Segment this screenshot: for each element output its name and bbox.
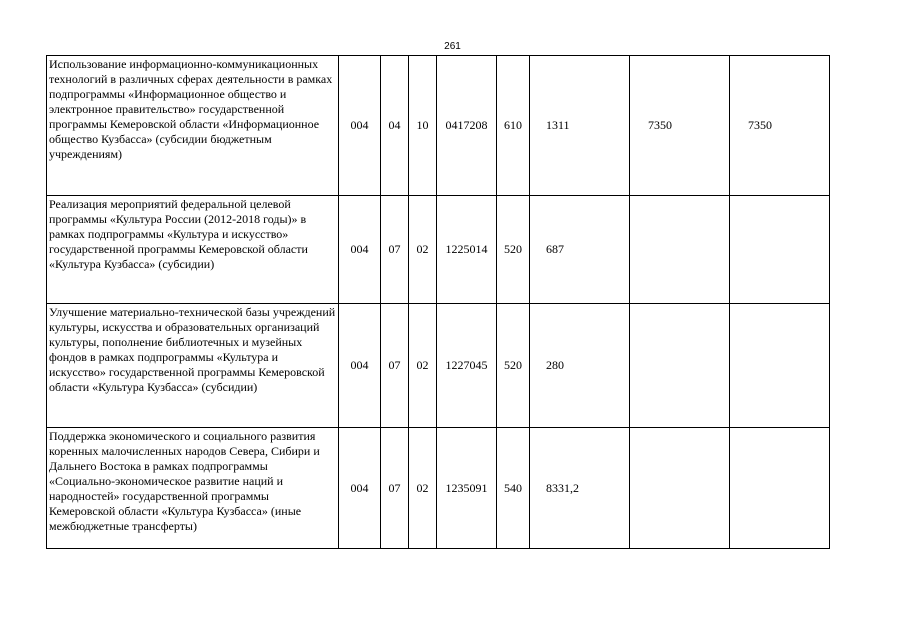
ministry-code: 004 <box>339 304 381 428</box>
table-row <box>47 56 830 196</box>
subsection-code: 02 <box>409 428 437 549</box>
ministry-code: 004 <box>339 196 381 304</box>
amount-third: 7350 <box>730 56 830 196</box>
target-article-code: 1235091 <box>437 428 497 549</box>
budget-table <box>46 55 830 549</box>
expense-type-code: 520 <box>497 304 530 428</box>
expense-type-code: 520 <box>497 196 530 304</box>
amount-second: 7350 <box>630 56 730 196</box>
amount-first: 687 <box>530 196 630 304</box>
table-row <box>47 304 830 428</box>
target-article-code: 1225014 <box>437 196 497 304</box>
expense-type-code: 610 <box>497 56 530 196</box>
amount-second <box>630 304 730 428</box>
program-description: Улучшение материально-технической базы учреждений культуры, искусства и образовательных организаций культуры, пополнение библиотечных и музейных фондов в рамках подпрограммы «Культура и искусство» государственной программы Кемеровской области «Культура Кузбасса» (субсидии) <box>47 304 339 428</box>
target-article-code: 0417208 <box>437 56 497 196</box>
budget-table-body <box>47 56 830 549</box>
ministry-code: 004 <box>339 428 381 549</box>
ministry-code: 004 <box>339 56 381 196</box>
subsection-code: 02 <box>409 196 437 304</box>
expense-type-code: 540 <box>497 428 530 549</box>
table-row <box>47 428 830 549</box>
amount-first: 280 <box>530 304 630 428</box>
subsection-code: 02 <box>409 304 437 428</box>
target-article-code: 1227045 <box>437 304 497 428</box>
amount-first: 1311 <box>530 56 630 196</box>
amount-first: 8331,2 <box>530 428 630 549</box>
program-description: Реализация мероприятий федеральной целевой программы «Культура России (2012-2018 годы)» в рамках подпрограммы «Культура и искусство» государственной программы Кемеровской области «Культура Кузбасса» (субсидии) <box>47 196 339 304</box>
amount-third <box>730 304 830 428</box>
amount-second <box>630 428 730 549</box>
page-number: 261 <box>444 41 461 52</box>
amount-third <box>730 428 830 549</box>
section-code: 07 <box>381 304 409 428</box>
amount-third <box>730 196 830 304</box>
table-row <box>47 196 830 304</box>
section-code: 07 <box>381 428 409 549</box>
program-description: Использование информационно-коммуникационных технологий в различных сферах деятельности в рамках подпрограммы «Информационное общество и электронное правительство» государственной программы Кемеровской области «Информационное общество Кузбасса» (субсидии бюджетным учреждениям) <box>47 56 339 196</box>
section-code: 04 <box>381 56 409 196</box>
subsection-code: 10 <box>409 56 437 196</box>
program-description: Поддержка экономического и социального развития коренных малочисленных народов Севера, Сибири и Дальнего Востока в рамках подпрограммы «Социально-экономическое развитие наций и народностей» государственной программы Кемеровской области «Культура Кузбасса» (иные межбюджетные трансферты) <box>47 428 339 549</box>
section-code: 07 <box>381 196 409 304</box>
amount-second <box>630 196 730 304</box>
